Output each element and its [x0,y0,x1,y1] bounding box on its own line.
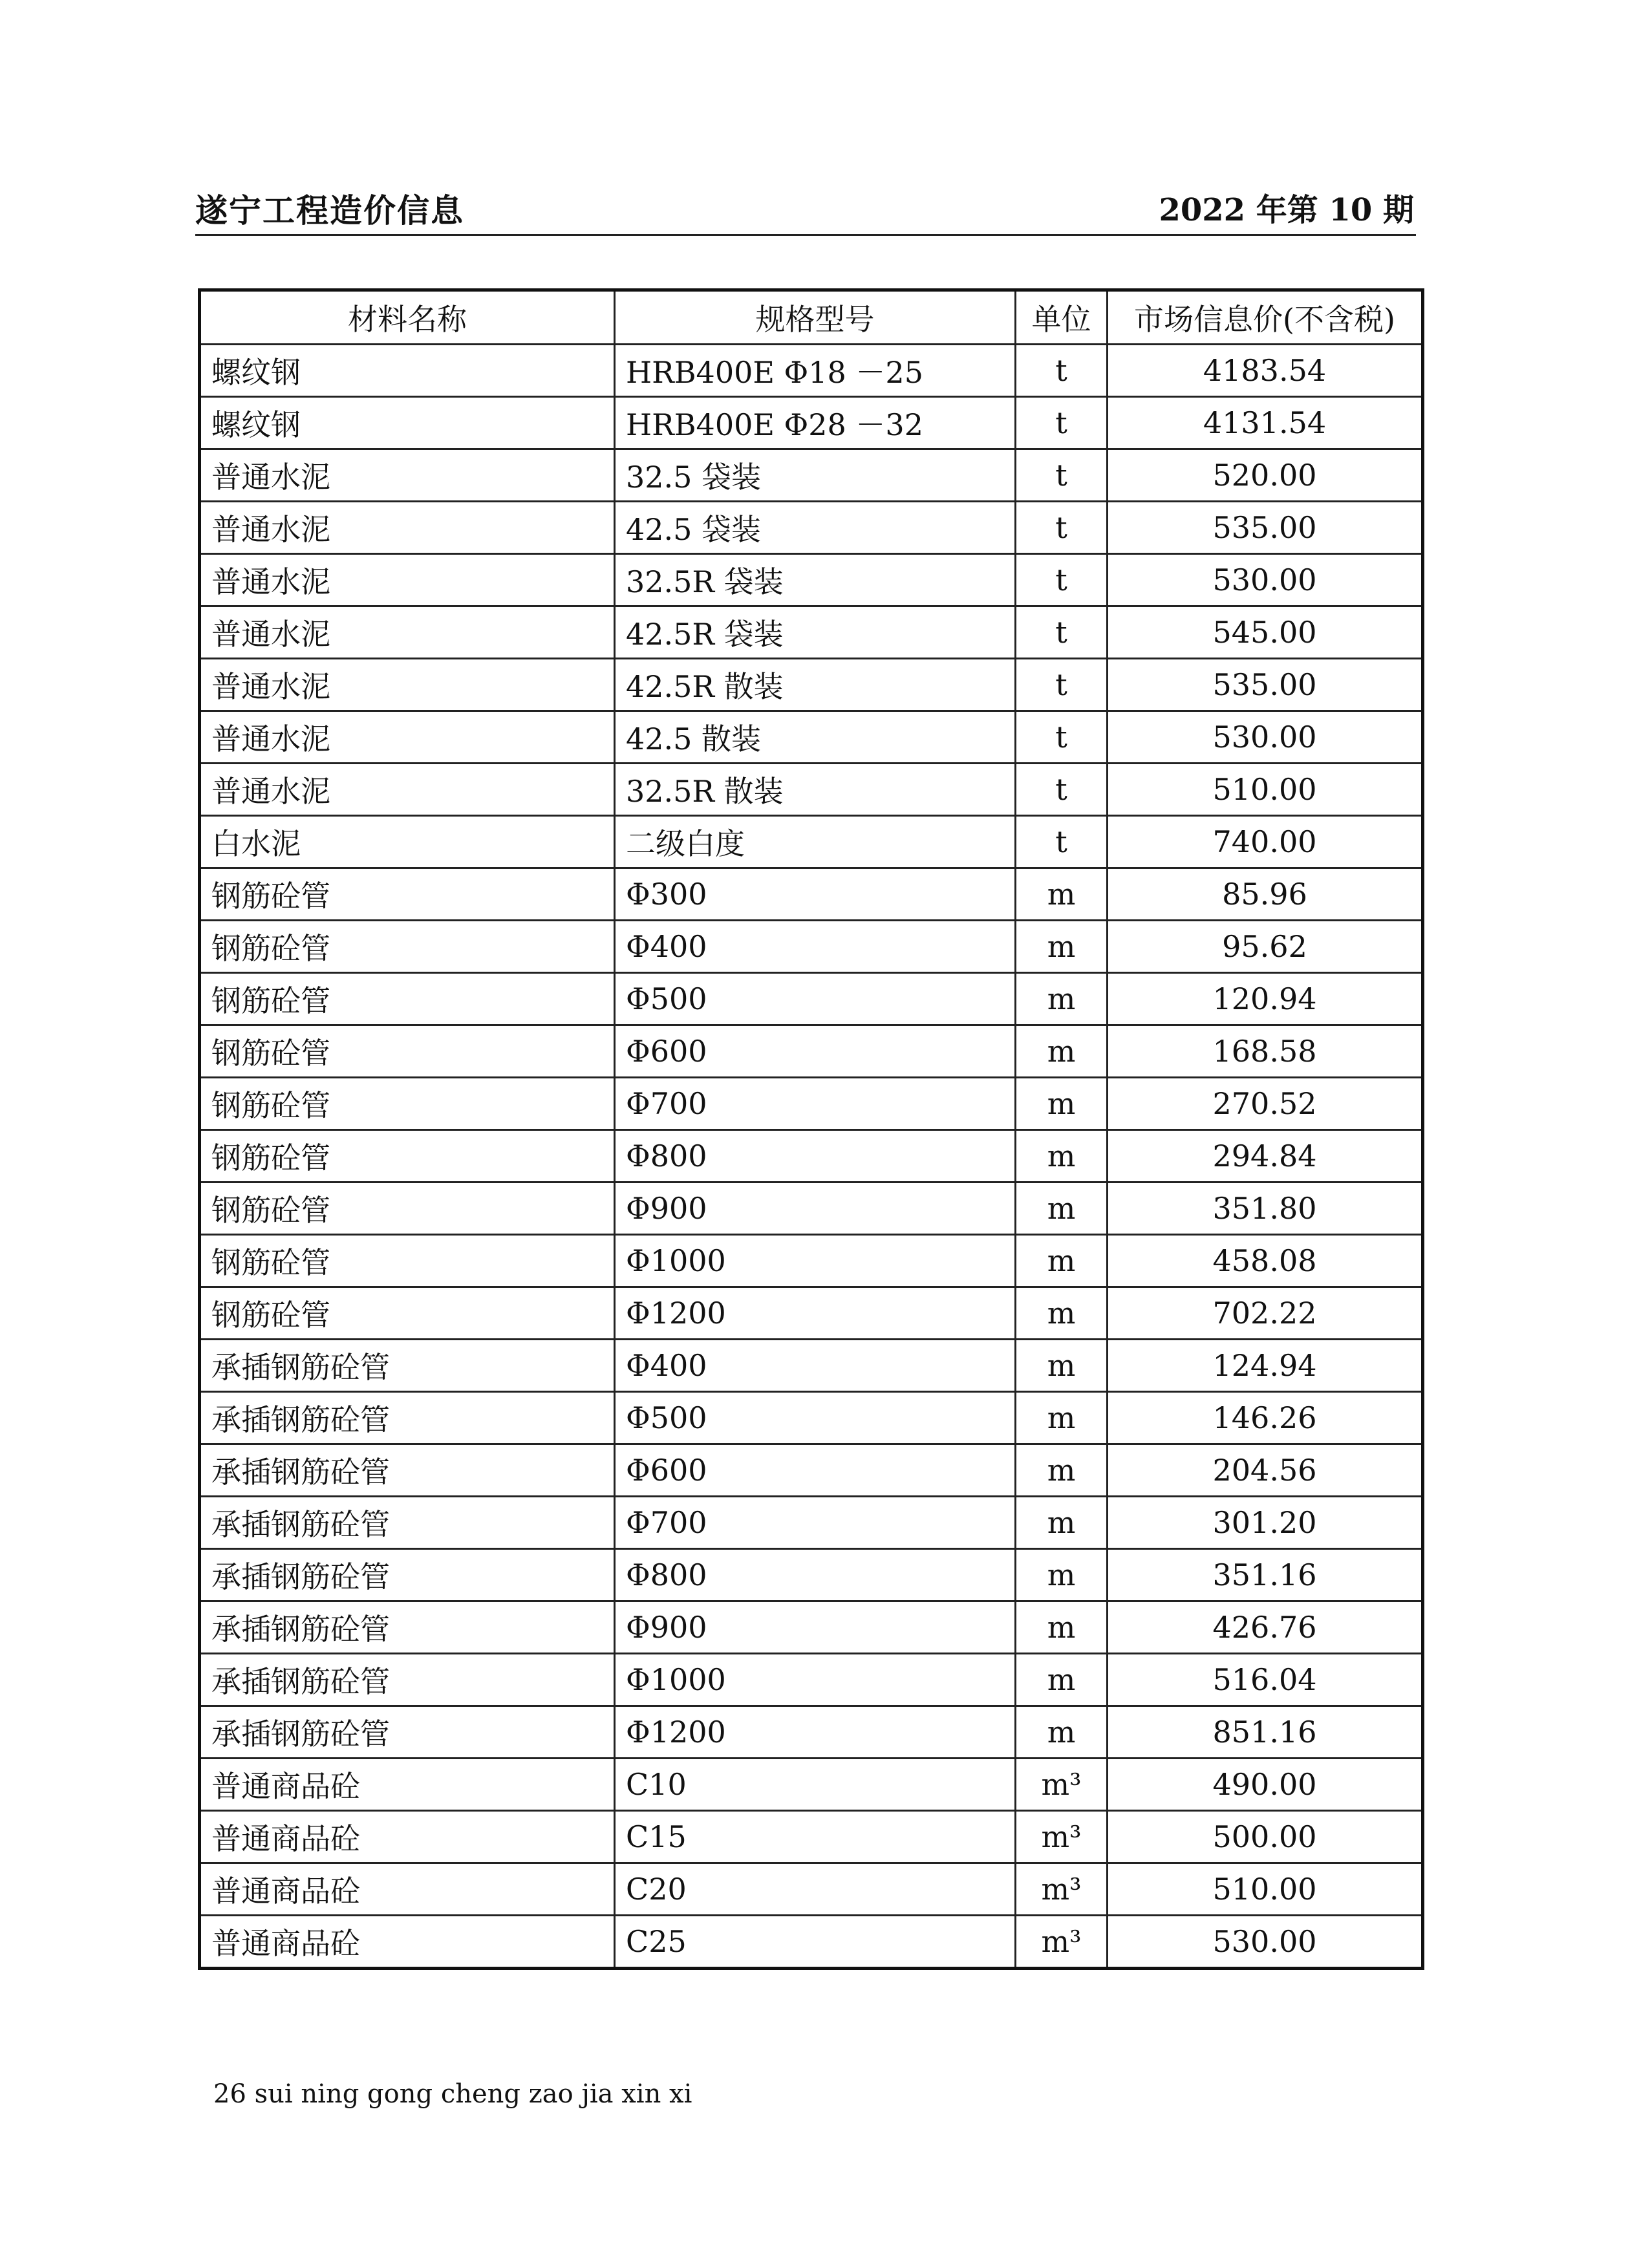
price-cell: 351.80 [1108,1182,1423,1235]
price-cell: 120.94 [1108,973,1423,1025]
table-row [200,659,1423,711]
unit-cell: t [1016,606,1108,659]
table-row [200,606,1423,659]
unit-cell: m [1016,1078,1108,1130]
material-name-cell: 普通水泥 [200,711,615,764]
unit-cell: t [1016,449,1108,502]
spec-cell: Φ700 [615,1078,1016,1130]
spec-cell: Φ400 [615,1340,1016,1392]
material-name-cell: 承插钢筋砼管 [200,1601,615,1654]
material-name-cell: 承插钢筋砼管 [200,1706,615,1759]
material-name-cell: 普通商品砼 [200,1759,615,1811]
spec-cell: 二级白度 [615,816,1016,868]
price-cell: 500.00 [1108,1811,1423,1863]
spec-cell: Φ500 [615,1392,1016,1444]
material-name-cell: 钢筋砼管 [200,1025,615,1078]
spec-cell: Φ600 [615,1025,1016,1078]
unit-cell: t [1016,764,1108,816]
price-cell: 146.26 [1108,1392,1423,1444]
price-cell: 520.00 [1108,449,1423,502]
price-cell: 426.76 [1108,1601,1423,1654]
price-cell: 530.00 [1108,1916,1423,1969]
price-cell: 490.00 [1108,1759,1423,1811]
price-cell: 516.04 [1108,1654,1423,1706]
page-footer: 26 sui ning gong cheng zao jia xin xi [213,2079,692,2109]
issue-number: 2022 年第 10 期 [1159,192,1414,228]
material-name-cell: 普通商品砼 [200,1811,615,1863]
table-row [200,868,1423,921]
price-cell: 530.00 [1108,711,1423,764]
table-row [200,1130,1423,1182]
material-name-cell: 承插钢筋砼管 [200,1549,615,1601]
price-cell: 4183.54 [1108,345,1423,397]
spec-cell: 42.5R 散装 [615,659,1016,711]
price-cell: 4131.54 [1108,397,1423,449]
table-row [200,1078,1423,1130]
spec-cell: Φ800 [615,1130,1016,1182]
material-name-cell: 普通商品砼 [200,1916,615,1969]
table-row [200,1287,1423,1340]
unit-cell: m [1016,1654,1108,1706]
unit-cell: t [1016,554,1108,606]
spec-cell: C15 [615,1811,1016,1863]
unit-cell: m³ [1016,1759,1108,1811]
material-name-cell: 螺纹钢 [200,345,615,397]
material-name-cell: 普通水泥 [200,606,615,659]
spec-cell: Φ900 [615,1601,1016,1654]
unit-cell: m [1016,1130,1108,1182]
spec-cell: HRB400E Φ18 －25 [615,345,1016,397]
table-row [200,502,1423,554]
price-cell: 95.62 [1108,921,1423,973]
table-row [200,1235,1423,1287]
unit-cell: m [1016,1549,1108,1601]
table-row [200,1759,1423,1811]
table-row [200,1392,1423,1444]
material-name-cell: 承插钢筋砼管 [200,1497,615,1549]
material-name-cell: 承插钢筋砼管 [200,1444,615,1497]
unit-cell: m [1016,1497,1108,1549]
unit-cell: m [1016,1340,1108,1392]
spec-cell: Φ1200 [615,1706,1016,1759]
table-row [200,1654,1423,1706]
spec-cell: 32.5 袋装 [615,449,1016,502]
unit-cell: m [1016,1287,1108,1340]
material-name-cell: 钢筋砼管 [200,868,615,921]
unit-cell: t [1016,502,1108,554]
price-cell: 85.96 [1108,868,1423,921]
price-cell: 124.94 [1108,1340,1423,1392]
material-name-cell: 普通水泥 [200,659,615,711]
unit-cell: m [1016,1444,1108,1497]
material-price-table [198,288,1424,1970]
spec-cell: Φ600 [615,1444,1016,1497]
price-cell: 545.00 [1108,606,1423,659]
spec-cell: 42.5R 袋装 [615,606,1016,659]
table-row [200,1601,1423,1654]
unit-cell: t [1016,816,1108,868]
unit-cell: m [1016,1235,1108,1287]
column-header-price: 市场信息价(不含税) [1108,290,1423,345]
table-row [200,554,1423,606]
unit-cell: t [1016,711,1108,764]
table-row [200,1916,1423,1969]
spec-cell: Φ400 [615,921,1016,973]
material-name-cell: 钢筋砼管 [200,1287,615,1340]
price-cell: 270.52 [1108,1078,1423,1130]
material-name-cell: 钢筋砼管 [200,973,615,1025]
table-row [200,1182,1423,1235]
material-name-cell: 普通水泥 [200,764,615,816]
spec-cell: Φ900 [615,1182,1016,1235]
unit-cell: m [1016,1182,1108,1235]
table-header-row [200,290,1423,345]
material-name-cell: 承插钢筋砼管 [200,1340,615,1392]
material-name-cell: 钢筋砼管 [200,1235,615,1287]
spec-cell: Φ1000 [615,1235,1016,1287]
unit-cell: t [1016,659,1108,711]
material-name-cell: 普通水泥 [200,554,615,606]
price-cell: 204.56 [1108,1444,1423,1497]
table-row [200,764,1423,816]
price-cell: 351.16 [1108,1549,1423,1601]
spec-cell: Φ500 [615,973,1016,1025]
material-name-cell: 钢筋砼管 [200,921,615,973]
table-row [200,1549,1423,1601]
unit-cell: m [1016,1392,1108,1444]
spec-cell: 42.5 袋装 [615,502,1016,554]
material-name-cell: 钢筋砼管 [200,1182,615,1235]
price-cell: 535.00 [1108,659,1423,711]
material-name-cell: 螺纹钢 [200,397,615,449]
table-row [200,1811,1423,1863]
price-cell: 301.20 [1108,1497,1423,1549]
unit-cell: m [1016,1025,1108,1078]
column-header-material-name: 材料名称 [200,290,615,345]
unit-cell: m [1016,921,1108,973]
price-cell: 702.22 [1108,1287,1423,1340]
spec-cell: Φ800 [615,1549,1016,1601]
unit-cell: m [1016,973,1108,1025]
table-row [200,1025,1423,1078]
table-row [200,1497,1423,1549]
price-cell: 510.00 [1108,1863,1423,1916]
unit-cell: t [1016,345,1108,397]
material-name-cell: 承插钢筋砼管 [200,1392,615,1444]
spec-cell: C10 [615,1759,1016,1811]
spec-cell: Φ300 [615,868,1016,921]
spec-cell: C25 [615,1916,1016,1969]
price-cell: 458.08 [1108,1235,1423,1287]
price-cell: 851.16 [1108,1706,1423,1759]
unit-cell: m³ [1016,1863,1108,1916]
publication-title: 遂宁工程造价信息 [195,192,464,230]
table-row [200,1340,1423,1392]
table-row [200,711,1423,764]
material-name-cell: 普通水泥 [200,502,615,554]
material-name-cell: 承插钢筋砼管 [200,1654,615,1706]
table-row [200,397,1423,449]
column-header-unit: 单位 [1016,290,1108,345]
material-name-cell: 钢筋砼管 [200,1130,615,1182]
table-row [200,973,1423,1025]
spec-cell: Φ1200 [615,1287,1016,1340]
price-cell: 168.58 [1108,1025,1423,1078]
spec-cell: 32.5R 袋装 [615,554,1016,606]
unit-cell: m [1016,1601,1108,1654]
unit-cell: m [1016,1706,1108,1759]
table-row [200,816,1423,868]
unit-cell: m³ [1016,1811,1108,1863]
spec-cell: C20 [615,1863,1016,1916]
table-row [200,345,1423,397]
material-name-cell: 白水泥 [200,816,615,868]
table-row [200,1444,1423,1497]
price-cell: 740.00 [1108,816,1423,868]
material-name-cell: 钢筋砼管 [200,1078,615,1130]
unit-cell: t [1016,397,1108,449]
header-divider [195,234,1416,236]
price-cell: 294.84 [1108,1130,1423,1182]
price-cell: 510.00 [1108,764,1423,816]
spec-cell: Φ700 [615,1497,1016,1549]
unit-cell: m [1016,868,1108,921]
spec-cell: 32.5R 散装 [615,764,1016,816]
price-cell: 535.00 [1108,502,1423,554]
table-row [200,449,1423,502]
spec-cell: HRB400E Φ28 －32 [615,397,1016,449]
table-row [200,1863,1423,1916]
spec-cell: Φ1000 [615,1654,1016,1706]
table-row [200,921,1423,973]
material-name-cell: 普通水泥 [200,449,615,502]
table-row [200,1706,1423,1759]
price-cell: 530.00 [1108,554,1423,606]
unit-cell: m³ [1016,1916,1108,1969]
material-name-cell: 普通商品砼 [200,1863,615,1916]
spec-cell: 42.5 散装 [615,711,1016,764]
table-body [200,345,1423,1969]
column-header-spec: 规格型号 [615,290,1016,345]
